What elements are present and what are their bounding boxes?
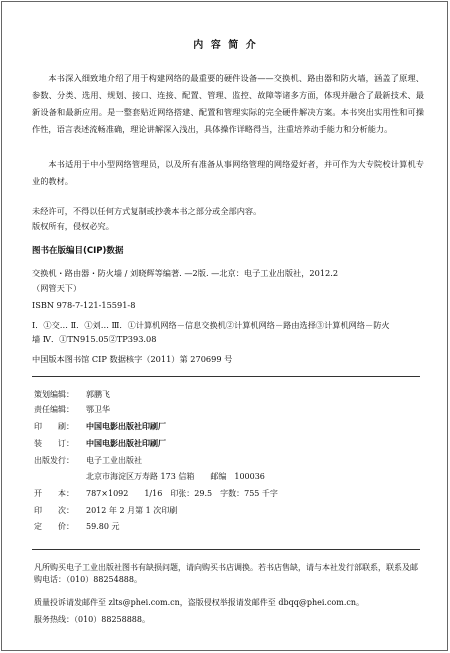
edition-label: 印 次： <box>34 506 74 515</box>
printer-label: 印 刷： <box>34 422 74 431</box>
cip-entry-line-2: （网管天下） <box>32 283 82 293</box>
footer-complaint: 质量投诉请发邮件至 zlts@phei.com.cn，盗版侵权举报请发邮件至 dbqq@phei.com.cn。 <box>34 598 364 607</box>
planning-editor-label: 策划编辑： <box>34 390 74 399</box>
cip-entry-line-1: 交换机・路由器・防火墙 / 刘晓辉等编著. —2版. —北京：电子工业出版社，2012.2 <box>32 268 339 278</box>
price: 59.80 元 <box>86 522 120 531</box>
intro-title: 内 容 简 介 <box>193 40 258 51</box>
intro-paragraph-2: 本书适用于中小型网络管理员，以及所有准备从事网络管理的网络爱好者，并可作为大专院校计算机专业的教材。 <box>32 159 424 186</box>
format-label: 开 本： <box>34 489 74 498</box>
rights-notice: 未经许可，不得以任何方式复制或抄袭本书之部分或全部内容。 <box>32 206 262 216</box>
rights-reserved: 版权所有，侵权必究。 <box>32 221 114 231</box>
cip-isbn: ISBN 978-7-121-15591-8 <box>32 300 136 310</box>
planning-editor: 郭鹏飞 <box>86 390 110 399</box>
copyright-page <box>1 1 448 651</box>
publisher: 电子工业出版社 <box>86 456 142 465</box>
cip-subject-line-2: 墙 Ⅳ．①TN915.05②TP393.08 <box>32 334 157 344</box>
cip-subject-line-1: Ⅰ．①交… Ⅱ．①刘… Ⅲ．①计算机网络－信息交换机②计算机网络－路由选择③计算机网络－防火 <box>32 320 390 330</box>
binder-label: 装 订： <box>34 439 74 448</box>
footer-notice: 凡所购买电子工业出版社图书有缺损问题，请向购买书店调换。若书店售缺，请与本社发行部联系，联系及邮购电话：（010）88254888。 <box>34 563 418 584</box>
responsible-editor-label: 责任编辑： <box>34 405 74 414</box>
publisher-address: 北京市海淀区万寿路 173 信箱 邮编 100036 <box>86 472 265 481</box>
printer: 中国电影出版社印刷厂 <box>86 422 166 431</box>
intro-paragraph-1: 本书深入细致地介绍了用于构建网络的最重要的硬件设备——交换机、路由器和防火墙，涵盖了原理、参数、分类、选用、规划、接口、连接、配置、管理、监控、故障等诸多方面，体现并融合了最新技术、最新设备和最新应用。是一整套贴近网络搭建、配置和管理实际的完全硬件解决方案。本书突出实用性和可操作性，语言表述流畅准确，理论讲解深入浅出，具体操作详略得当，注重培养动手能力和分析能力。 <box>32 73 424 134</box>
cip-heading: 图书在版编目(CIP)数据 <box>32 246 124 256</box>
price-label: 定 价： <box>34 522 74 531</box>
divider-top <box>32 376 420 377</box>
publisher-label: 出版发行： <box>34 456 74 465</box>
responsible-editor: 鄂卫华 <box>86 405 110 414</box>
divider-bottom <box>32 549 420 550</box>
format: 787×1092 1/16 印张：29.5 字数：755 千字 <box>86 489 278 498</box>
cip-catalog-number: 中国版本图书馆 CIP 数据核字（2011）第 270699 号 <box>32 354 233 364</box>
binder: 中国电影出版社印刷厂 <box>86 439 166 448</box>
edition: 2012 年 2 月第 1 次印刷 <box>86 506 178 515</box>
footer-service: 服务热线：（010）88258888。 <box>34 615 150 624</box>
